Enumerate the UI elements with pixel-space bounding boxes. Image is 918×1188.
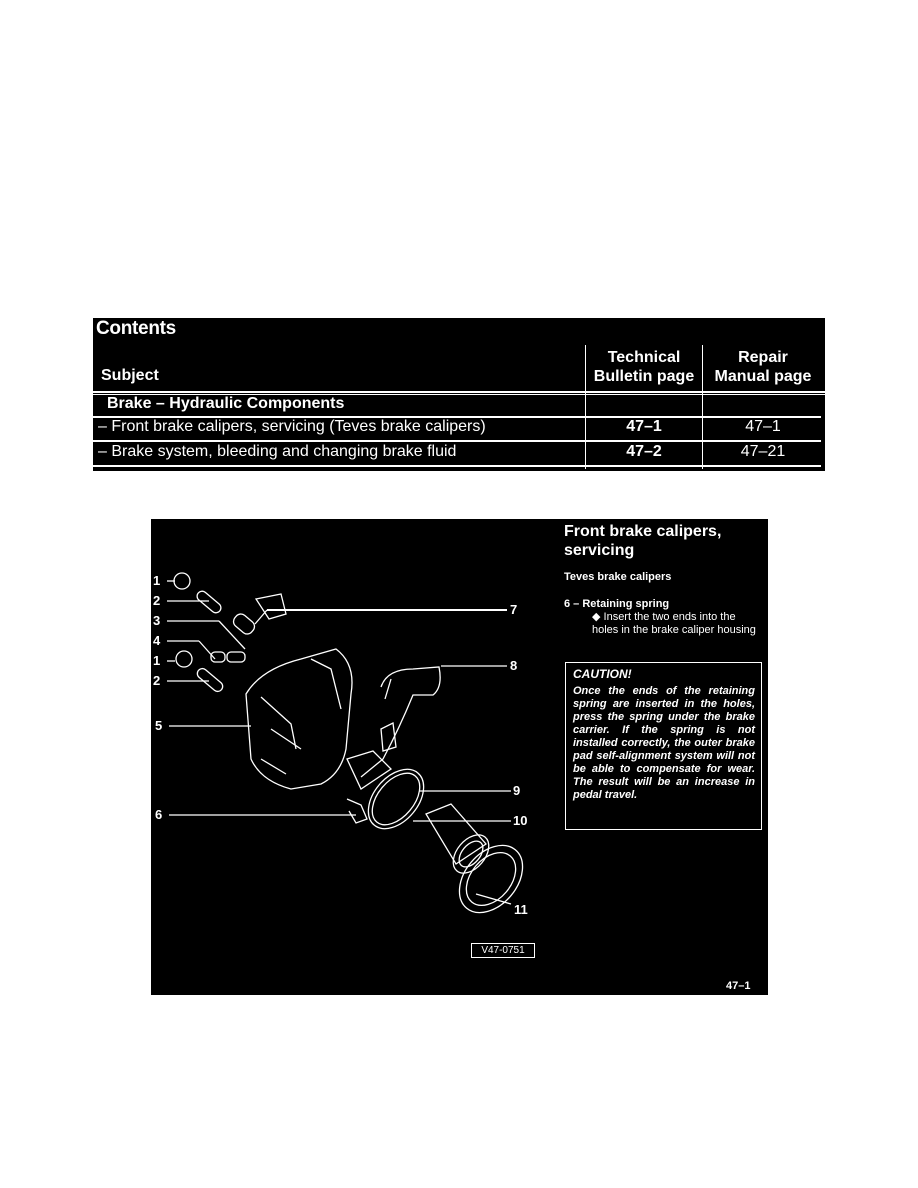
table-row-rm-page: 47–1 bbox=[745, 418, 781, 435]
column-divider bbox=[702, 345, 703, 469]
instruction-bullet: ◆ Insert the two ends into the holes in the brake caliper housing bbox=[592, 611, 756, 636]
callout-2: 2 bbox=[153, 593, 161, 608]
column-divider bbox=[585, 345, 586, 469]
callout-3: 3 bbox=[153, 613, 161, 628]
page-number: 47–1 bbox=[726, 980, 751, 992]
brake-caliper-figure bbox=[151, 519, 768, 995]
callout-10: 10 bbox=[513, 813, 528, 828]
section-heading: Brake – Hydraulic Components bbox=[107, 395, 345, 412]
callout-8: 8 bbox=[510, 658, 518, 673]
callout-9: 9 bbox=[513, 783, 521, 798]
item-retaining-spring: 6 – Retaining spring bbox=[564, 598, 670, 610]
callout-5: 5 bbox=[155, 718, 163, 733]
header-technical-bulletin-page: Technical Bulletin page bbox=[593, 349, 695, 385]
figure-subtitle: Teves brake calipers bbox=[564, 571, 672, 583]
table-row-subject[interactable]: – Front brake calipers, servicing (Teves brake calipers) bbox=[98, 418, 486, 435]
callout-1: 1 bbox=[153, 573, 161, 588]
table-row-subject[interactable]: – Brake system, bleeding and changing brake fluid bbox=[98, 443, 457, 460]
callout-1: 1 bbox=[153, 653, 161, 668]
header-rule bbox=[93, 391, 825, 393]
callout-2: 2 bbox=[153, 673, 161, 688]
callout-4: 4 bbox=[153, 633, 161, 648]
exploded-caliper-illustration-icon bbox=[151, 519, 561, 995]
callout-7: 7 bbox=[510, 602, 518, 617]
reference-code: V47-0751 bbox=[471, 943, 535, 958]
table-row-rm-page: 47–21 bbox=[740, 443, 786, 460]
caution-body: Once the ends of the retaining spring are inserted in the holes, press the spring under the brake carrier. If the spring is not installed correctly, the outer brake pad self-alignment system will not be able to compensate for wear. The result will be an increase in pedal travel. bbox=[573, 685, 755, 801]
callout-11: 11 bbox=[514, 902, 528, 917]
header-subject: Subject bbox=[101, 367, 159, 384]
caution-title: CAUTION! bbox=[573, 667, 632, 681]
contents-title: Contents bbox=[96, 318, 176, 339]
table-row-tb-page: 47–2 bbox=[626, 443, 662, 460]
row-divider bbox=[93, 465, 821, 467]
callout-6: 6 bbox=[155, 807, 163, 822]
row-divider bbox=[93, 440, 821, 442]
caution-box bbox=[565, 662, 762, 830]
contents-table bbox=[93, 318, 825, 471]
header-repair-manual-page: Repair Manual page bbox=[714, 349, 812, 385]
table-row-tb-page: 47–1 bbox=[626, 418, 662, 435]
figure-title: Front brake calipers, servicing bbox=[564, 523, 722, 559]
